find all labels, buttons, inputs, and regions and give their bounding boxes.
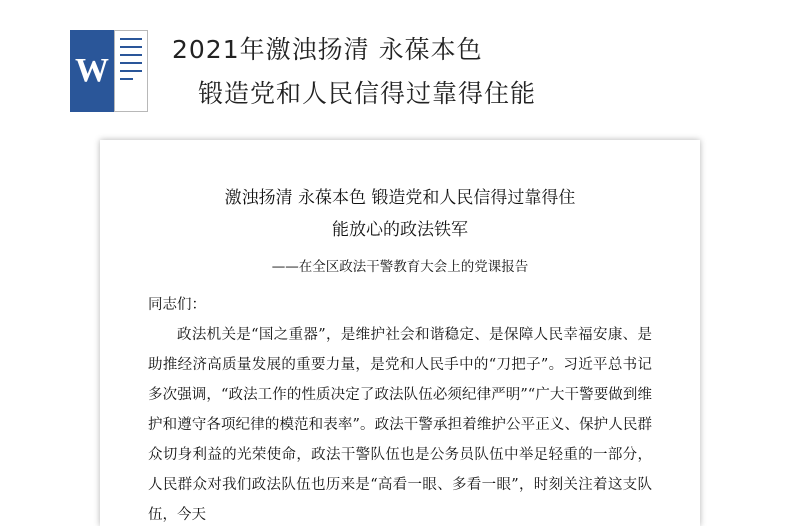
document-title: [148, 182, 652, 246]
preview-header: [0, 0, 800, 140]
word-document-icon: [70, 30, 148, 112]
word-icon-line: [120, 38, 142, 40]
document-title-line-2: 能放心的政法铁军: [332, 220, 468, 240]
word-icon-page: [114, 30, 148, 112]
word-icon-line: [120, 62, 142, 64]
word-icon-line: [120, 46, 142, 48]
page-title-line-2: 锻造党和人民信得过靠得住能: [198, 79, 537, 108]
document-title-line-1: 激浊扬清 永葆本色 锻造党和人民信得过靠得住: [224, 188, 576, 208]
page-title: [172, 28, 536, 116]
document-subtitle: ——在全区政法干警教育大会上的党课报告: [271, 259, 529, 275]
page-title-line-1: 2021年激浊扬清 永葆本色: [172, 35, 483, 64]
word-icon-line: [120, 78, 133, 80]
word-icon-line: [120, 70, 142, 72]
document-paragraph: 政法机关是“国之重器”，是维护社会和谐稳定、是保障人民幸福安康、是助推经济高质量发展的重要力量，是党和人民手中的“刀把子”。习近平总书记多次强调，“政法工作的性质决定了政法队伍必须纪律严明”“广大干警要做到维护和遵守各项纪律的模范和表率”。政法干警承担着维护公平正义、保护人民群众切身利益的光荣使命，政法干警队伍也是公务员队伍中举足轻重的一部分，人民群众对我们政法队伍也历来是“高看一眼、多看一眼”，时刻关注着这支队伍，今天: [148, 327, 652, 523]
document-preview-sheet[interactable]: [100, 140, 700, 526]
document-content: [100, 140, 700, 526]
word-icon-letter: W: [70, 30, 114, 112]
document-salutation: 同志们：: [148, 297, 206, 313]
word-icon-line: [120, 54, 142, 56]
